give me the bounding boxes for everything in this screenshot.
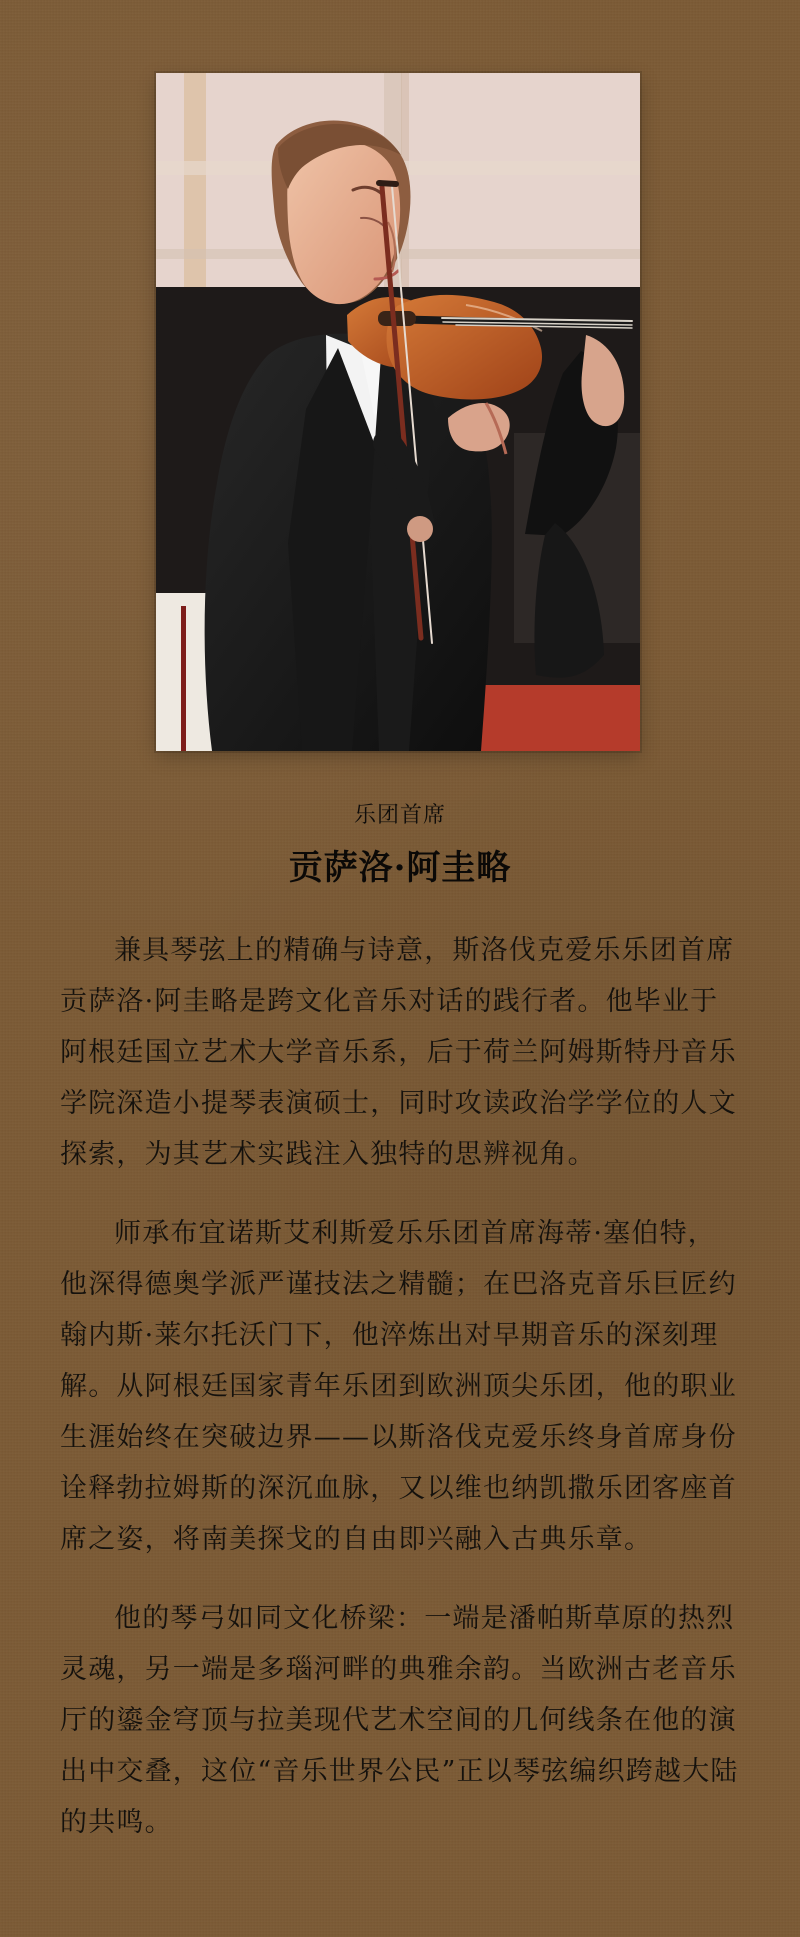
portrait-photo bbox=[156, 73, 640, 751]
biography-text bbox=[60, 925, 740, 1876]
violinist-photo bbox=[156, 73, 640, 751]
biography-paragraph-3: 他的琴弓如同文化桥梁：一端是潘帕斯草原的热烈灵魂，另一端是多瑙河畔的典雅余韵。当欧洲古老音乐厅的鎏金穹顶与拉美现代艺术空间的几何线条在他的演出中交叠，这位“音乐世界公民”正以琴弦编织跨越大陆的共鸣。 bbox=[60, 1603, 739, 1838]
profile-title: 乐团首席 bbox=[353, 803, 446, 828]
profile-name: 贡萨洛·阿圭略 bbox=[288, 848, 512, 888]
biography-paragraph-1: 兼具琴弦上的精确与诗意，斯洛伐克爱乐乐团首席贡萨洛·阿圭略是跨文化音乐对话的践行者。他毕业于阿根廷国立艺术大学音乐系，后于荷兰阿姆斯特丹音乐学院深造小提琴表演硕士，同时攻读政治学学位的人文探索，为其艺术实践注入独特的思辨视角。 bbox=[60, 935, 737, 1170]
biography-paragraph-2: 师承布宜诺斯艾利斯爱乐乐团首席海蒂·塞伯特，他深得德奥学派严谨技法之精髓；在巴洛克音乐巨匠约翰内斯·莱尔托沃门下，他淬炼出对早期音乐的深刻理解。从阿根廷国家青年乐团到欧洲顶尖乐团，他的职业生涯始终在突破边界——以斯洛伐克爱乐终身首席身份诠释勃拉姆斯的深沉血脉，又以维也纳凯撒乐团客座首席之姿，将南美探戈的自由即兴融入古典乐章。 bbox=[60, 1218, 737, 1555]
